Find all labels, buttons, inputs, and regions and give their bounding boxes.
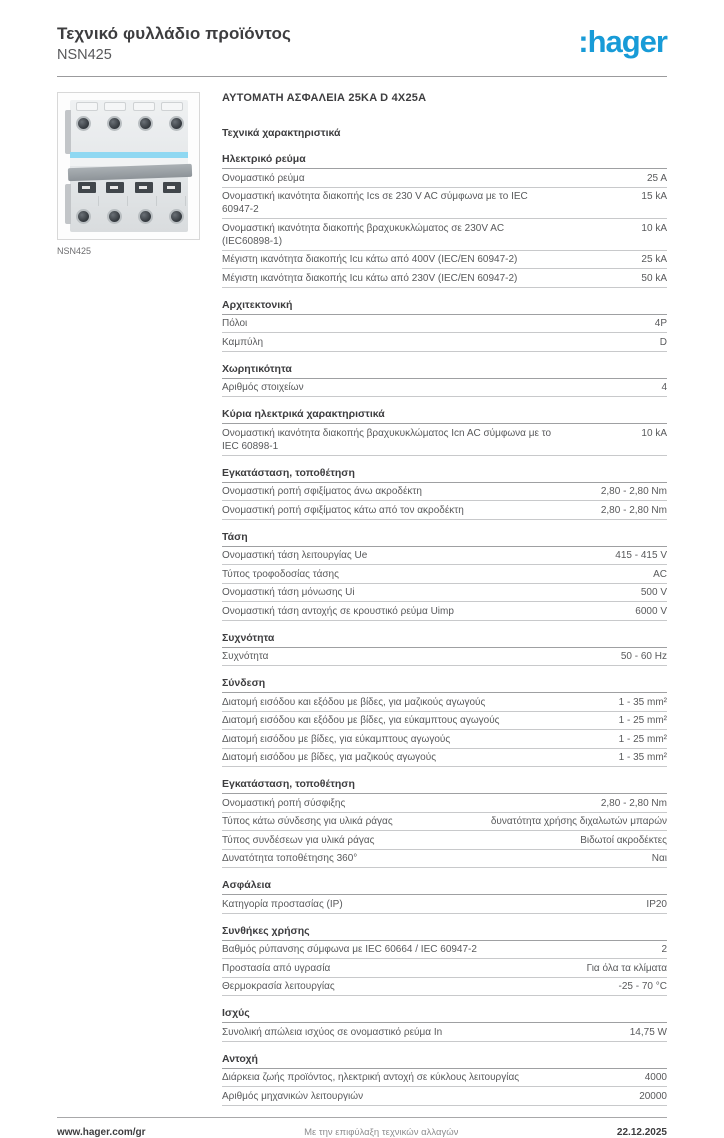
spec-section [222,467,667,520]
spec-row [222,169,667,188]
spec-section-title: Αρχιτεκτονική [222,299,667,315]
product-title: ΑΥΤΟΜΑΤΗ ΑΣΦΑΛΕΙΑ 25KA D 4X25A [222,92,427,104]
specs-column [222,92,667,1117]
product-column [57,92,200,1117]
spec-label: Διάρκεια ζωής προϊόντος, ηλεκτρική αντοχή σε κύκλους λειτουργίας [222,1072,520,1083]
spec-value: IP20 [646,898,667,910]
spec-section [222,925,667,997]
spec-section [222,778,667,868]
spec-section [222,153,667,288]
spec-value: 415 - 415 V [615,550,667,561]
spec-value: 2 [661,944,667,955]
spec-row [222,501,667,520]
spec-section-title: Τάση [222,531,667,547]
product-image-caption: NSN425 [57,246,92,256]
spec-value: -25 - 70 °C [618,981,667,992]
hager-logo: :hager [578,24,667,59]
spec-label: Διατομή εισόδου και εξόδου με βίδες, για εύκαμπτους αγωγούς [222,715,500,726]
spec-value: Για όλα τα κλίματα [586,962,667,974]
spec-label: Ονομαστική τάση λειτουργίας Ue [222,550,368,561]
spec-row [222,941,667,960]
spec-value: 50 - 60 Hz [620,651,667,662]
top-terminals [76,116,184,131]
header-titles [57,24,291,63]
spec-value: 4 [661,382,667,393]
spec-label: Αριθμός μηχανικών λειτουργιών [222,1090,364,1102]
spec-label: Μέγιστη ικανότητα διακοπής Icu κάτω από 230V (IEC/EN 60947-2) [222,272,518,284]
spec-row [222,693,667,712]
spec-label: Ονομαστική ροπή σύσφιξης [222,797,346,809]
page-title: Τεχνικό φυλλάδιο προϊόντος [57,24,291,43]
product-image [57,92,200,240]
spec-value: 4P [654,318,667,329]
spec-row [222,379,667,398]
spec-section-title: Εγκατάσταση, τοποθέτηση [222,778,667,794]
spec-section [222,1053,667,1106]
spec-label: Μέγιστη ικανότητα διακοπής Icu κάτω από 400V (IEC/EN 60947-2) [222,254,518,265]
spec-section [222,677,667,767]
spec-label: Ονομαστική ροπή σφιξίματος κάτω από τον ακροδέκτη [222,504,464,516]
spec-label: Τύπος τροφοδοσίας τάσης [222,568,339,580]
header-divider [57,76,667,77]
spec-section-title: Συνθήκες χρήσης [222,925,667,941]
spec-row [222,315,667,334]
spec-section [222,531,667,621]
circuit-breaker-illustration [70,100,188,232]
spec-value: 500 V [640,587,667,598]
spec-row [222,251,667,270]
breaker-handle [67,164,191,181]
spec-row [222,424,667,456]
spec-label: Τύπος συνδέσεων για υλικά ράγας [222,834,375,846]
header [57,24,667,63]
spec-section-title: Αντοχή [222,1053,667,1069]
spec-label: Διατομή εισόδου και εξόδου με βίδες, για μαζικούς αγωγούς [222,696,486,708]
spec-row [222,712,667,731]
spec-row [222,648,667,667]
spec-value: 2,80 - 2,80 Nm [600,486,667,497]
spec-label: Πόλοι [222,318,248,329]
product-code: NSN425 [57,47,112,63]
spec-row [222,850,667,869]
spec-value: 1 - 25 mm² [618,715,667,726]
spec-section-title: Κύρια ηλεκτρικά χαρακτηριστικά [222,408,667,424]
spec-value: 6000 V [635,605,667,617]
spec-row [222,749,667,768]
footer [57,1117,667,1138]
spec-label: Αριθμός στοιχείων [222,382,304,393]
spec-row [222,584,667,603]
spec-section [222,632,667,667]
spec-value: 50 kA [641,272,667,284]
spec-value: Βιδωτοί ακροδέκτες [580,834,667,846]
spec-label: Συχνότητα [222,651,269,662]
spec-label: Προστασία από υγρασία [222,962,331,974]
spec-section-title: Ηλεκτρικό ρεύμα [222,153,667,169]
spec-row [222,1069,667,1088]
tech-characteristics-heading: Τεχνικά χαρακτηριστικά [222,127,341,139]
spec-value: 4000 [644,1072,667,1083]
spec-value: 1 - 35 mm² [618,696,667,708]
spec-row [222,813,667,832]
spec-row [222,959,667,978]
footer-url: www.hager.com/gr [57,1126,146,1138]
spec-label: Ονομαστική τάση αντοχής σε κρουστικό ρεύμα Uimp [222,605,454,617]
spec-label: Θερμοκρασία λειτουργίας [222,981,335,992]
spec-label: Ονομαστική ροπή σφιξίματος άνω ακροδέκτη [222,486,422,497]
spec-value: 25 kA [641,254,667,265]
spec-row [222,269,667,288]
spec-sections [222,153,667,1106]
spec-label: Κατηγορία προστασίας (IP) [222,898,343,910]
spec-value: 2,80 - 2,80 Nm [600,797,667,809]
spec-label: Διατομή εισόδου με βίδες, για εύκαμπτους αγωγούς [222,733,451,745]
spec-section-title: Ασφάλεια [222,879,667,895]
spec-label: Δυνατότητα τοποθέτησης 360° [222,853,358,864]
spec-value: AC [653,568,667,580]
spec-row [222,219,667,251]
spec-row [222,483,667,502]
spec-label: Ονομαστική τάση μόνωσης Ui [222,587,355,598]
spec-row [222,602,667,621]
bottom-terminals [76,209,184,224]
spec-label: Ονομαστική ικανότητα διακοπής Ics σε 230 V AC σύμφωνα με το IEC 60947-2 [222,191,528,215]
spec-value: 1 - 35 mm² [618,752,667,763]
spec-label: Καμπύλη [222,336,264,348]
spec-row [222,730,667,749]
spec-label: Ονομαστική ικανότητα διακοπής βραχυκυκλώματος Icn AC σύμφωνα με το IEC 60898-1 [222,427,552,452]
spec-value: 10 kA [641,427,667,439]
spec-row [222,333,667,352]
spec-section [222,299,667,352]
spec-value: 2,80 - 2,80 Nm [600,504,667,516]
spec-section-title: Ισχύς [222,1007,667,1023]
spec-row [222,188,667,220]
spec-row [222,565,667,584]
spec-label: Συνολική απώλεια ισχύος σε ονομαστικό ρεύμα In [222,1026,443,1038]
spec-label: Τύπος κάτω σύνδεσης για υλικά ράγας [222,816,393,827]
spec-section [222,408,667,456]
spec-value: 20000 [639,1090,667,1102]
spec-section [222,879,667,914]
main-content [57,92,667,1117]
spec-section-title: Χωρητικότητα [222,363,667,379]
spec-value: Ναι [651,853,667,864]
spec-row [222,978,667,997]
spec-value: δυνατότητα χρήσης διχαλωτών μπαρών [490,816,667,827]
spec-row [222,1087,667,1106]
spec-row [222,831,667,850]
spec-value: 25 A [646,172,667,184]
spec-row [222,895,667,914]
spec-label: Ονομαστικό ρεύμα [222,172,305,184]
spec-section-title: Συχνότητα [222,632,667,648]
footer-date: 22.12.2025 [616,1126,667,1138]
spec-label: Βαθμός ρύπανσης σύμφωνα με IEC 60664 / IEC 60947-2 [222,944,477,955]
spec-row [222,794,667,813]
footer-disclaimer: Με την επιφύλαξη τεχνικών αλλαγών [304,1126,459,1138]
spec-label: Διατομή εισόδου με βίδες, για μαζικούς αγωγούς [222,752,437,763]
spec-section-title: Σύνδεση [222,677,667,693]
spec-section [222,363,667,398]
spec-value: 1 - 25 mm² [618,733,667,745]
spec-value: 15 kA [641,191,667,202]
spec-section-title: Εγκατάσταση, τοποθέτηση [222,467,667,483]
spec-section [222,1007,667,1042]
spec-row [222,1023,667,1042]
spec-value: 14,75 W [629,1026,667,1038]
toggle-switches [78,182,182,193]
spec-row [222,547,667,566]
spec-label: Ονομαστική ικανότητα διακοπής βραχυκυκλώματος σε 230V AC (IEC60898-1) [222,222,505,247]
spec-value: 10 kA [641,222,667,234]
spec-value: D [659,336,667,348]
